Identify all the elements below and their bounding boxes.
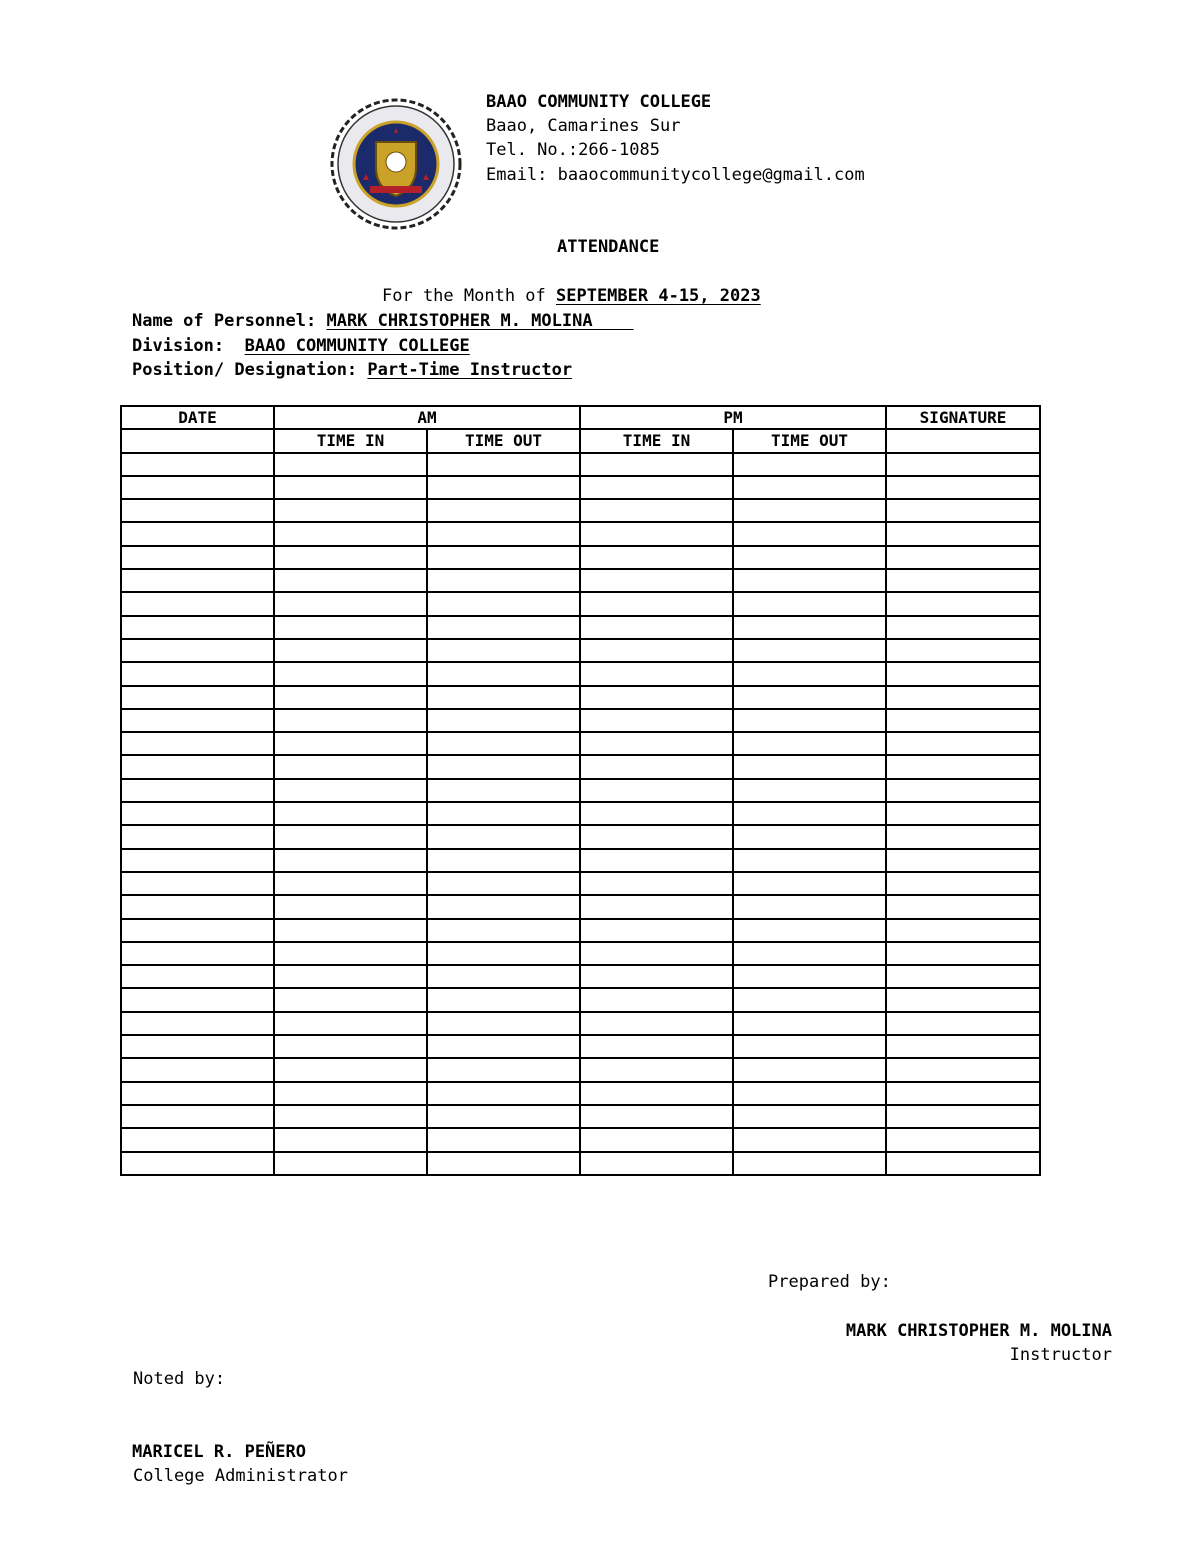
table-cell [121,1012,274,1035]
table-cell [580,1012,733,1035]
table-cell [427,709,580,732]
table-cell [121,1152,274,1175]
table-cell [274,849,427,872]
table-cell [580,1058,733,1081]
table-cell [427,755,580,778]
prepared-by-title: Instructor [1009,1345,1112,1365]
table-cell [886,732,1040,755]
table-cell [733,942,886,965]
table-row [121,965,1040,988]
table-cell [427,919,580,942]
table-cell [274,942,427,965]
table-cell [733,499,886,522]
table-row [121,592,1040,615]
table-row [121,1058,1040,1081]
table-cell [886,849,1040,872]
table-cell [886,1152,1040,1175]
table-row [121,849,1040,872]
table-cell [427,1082,580,1105]
table-cell [580,453,733,476]
table-cell [580,802,733,825]
table-cell [886,942,1040,965]
table-cell [274,1105,427,1128]
table-cell [580,732,733,755]
table-cell [274,779,427,802]
division-value: BAAO COMMUNITY COLLEGE [244,336,470,356]
table-row [121,569,1040,592]
table-cell [274,522,427,545]
table-cell [733,709,886,732]
table-cell [121,499,274,522]
subheader-pm-time-out: TIME OUT [733,429,886,452]
position-line [132,362,572,379]
table-cell [427,546,580,569]
table-cell [427,1058,580,1081]
table-cell [733,1152,886,1175]
table-cell [427,965,580,988]
table-row [121,919,1040,942]
table-cell [886,662,1040,685]
table-cell [886,1105,1040,1128]
table-cell [580,825,733,848]
table-cell [733,476,886,499]
table-cell [580,499,733,522]
table-row [121,1082,1040,1105]
table-cell [886,616,1040,639]
table-cell [733,988,886,1011]
table-cell [733,546,886,569]
table-cell [274,569,427,592]
table-cell [580,965,733,988]
table-cell [274,499,427,522]
table-cell [274,616,427,639]
table-cell [121,662,274,685]
table-cell [274,546,427,569]
table-cell [121,988,274,1011]
table-cell [274,709,427,732]
table-cell [886,779,1040,802]
table-row [121,988,1040,1011]
header-pm: PM [580,406,886,429]
table-cell [427,639,580,662]
table-cell [580,919,733,942]
personnel-name-value: MARK CHRISTOPHER M. MOLINA [326,311,634,331]
table-cell [427,616,580,639]
table-cell [274,453,427,476]
table-row [121,779,1040,802]
table-row [121,895,1040,918]
prepared-by-label: Prepared by: [768,1272,891,1292]
table-cell [580,942,733,965]
table-cell [427,825,580,848]
table-cell [886,872,1040,895]
table-cell [580,1152,733,1175]
division-label: Division: [132,336,245,356]
period-label: For the Month of [382,286,556,306]
institution-tel: Tel. No.:266-1085 [486,140,660,160]
table-cell [274,1035,427,1058]
table-cell [274,825,427,848]
table-cell [733,755,886,778]
table-cell [427,942,580,965]
table-cell [121,942,274,965]
table-cell [580,476,733,499]
table-cell [427,732,580,755]
table-row [121,755,1040,778]
table-cell [121,686,274,709]
table-cell [580,616,733,639]
table-cell [121,825,274,848]
table-cell [121,453,274,476]
table-cell [274,1012,427,1035]
table-cell [427,686,580,709]
table-cell [886,1058,1040,1081]
table-row [121,476,1040,499]
table-cell [427,895,580,918]
table-cell [427,592,580,615]
table-cell [733,779,886,802]
period-line [382,288,761,305]
table-cell [733,1035,886,1058]
prepared-by-name: MARK CHRISTOPHER M. MOLINA [845,1321,1112,1341]
table-cell [427,1035,580,1058]
table-cell [580,686,733,709]
table-row [121,1128,1040,1151]
table-cell [427,988,580,1011]
table-cell [121,1082,274,1105]
table-row [121,709,1040,732]
institution-email: Email: baaocommunitycollege@gmail.com [486,165,865,185]
table-cell [733,732,886,755]
table-cell [733,849,886,872]
table-cell [886,1012,1040,1035]
table-cell [580,1035,733,1058]
table-cell [733,802,886,825]
position-label: Position/ Designation: [132,360,368,380]
table-row [121,686,1040,709]
table-row [121,616,1040,639]
table-cell [121,919,274,942]
table-cell [886,965,1040,988]
college-seal-logo [326,98,466,230]
table-cell [121,802,274,825]
table-cell [580,872,733,895]
table-cell [886,569,1040,592]
table-cell [733,919,886,942]
table-cell [427,499,580,522]
table-cell [274,1082,427,1105]
table-cell [274,639,427,662]
noted-by-name: MARICEL R. PEÑERO [132,1442,306,1462]
table-cell [427,476,580,499]
table-row [121,546,1040,569]
table-cell [733,686,886,709]
table-cell [274,919,427,942]
table-row [121,639,1040,662]
table-cell [274,965,427,988]
table-cell [580,1105,733,1128]
table-cell [733,1128,886,1151]
institution-name: BAAO COMMUNITY COLLEGE [486,92,712,112]
table-cell [886,686,1040,709]
table-cell [733,895,886,918]
table-cell [733,1082,886,1105]
subheader-am-time-in: TIME IN [274,429,427,452]
table-body [121,453,1040,1175]
table-cell [121,709,274,732]
table-cell [121,1058,274,1081]
table-cell [121,1105,274,1128]
noted-by-title: College Administrator [133,1466,348,1486]
table-cell [274,872,427,895]
table-cell [121,476,274,499]
table-cell [580,1082,733,1105]
table-cell [733,662,886,685]
table-cell [427,1012,580,1035]
table-cell [121,1035,274,1058]
personnel-name-line [132,313,634,330]
table-row [121,453,1040,476]
table-cell [886,592,1040,615]
table-cell [121,872,274,895]
table-cell [886,546,1040,569]
table-subheader-row [121,429,1040,452]
table-cell [427,872,580,895]
table-cell [886,755,1040,778]
table-cell [886,825,1040,848]
table-cell [580,592,733,615]
table-cell [121,779,274,802]
table-cell [274,802,427,825]
table-cell [733,639,886,662]
table-cell [427,802,580,825]
table-cell [733,825,886,848]
table-row [121,1012,1040,1035]
division-line [132,338,470,355]
table-cell [427,1152,580,1175]
table-cell [886,1035,1040,1058]
table-cell [886,709,1040,732]
table-row [121,872,1040,895]
table-cell [274,592,427,615]
table-cell [427,849,580,872]
subheader-am-time-out: TIME OUT [427,429,580,452]
noted-by-label: Noted by: [133,1369,226,1389]
period-value: SEPTEMBER 4-15, 2023 [556,286,761,306]
table-cell [733,522,886,545]
table-cell [733,1058,886,1081]
header-date: DATE [121,406,274,429]
table-row [121,499,1040,522]
table-cell [733,872,886,895]
table-cell [733,1012,886,1035]
personnel-name-label: Name of Personnel: [132,311,327,331]
table-row [121,1152,1040,1175]
table-cell [121,732,274,755]
table-cell [886,476,1040,499]
subheader-empty [121,429,274,452]
table-cell [580,639,733,662]
table-cell [733,965,886,988]
table-cell [580,755,733,778]
header-signature: SIGNATURE [886,406,1040,429]
table-cell [274,988,427,1011]
table-cell [886,499,1040,522]
table-row [121,662,1040,685]
table-cell [121,616,274,639]
table-cell [274,662,427,685]
table-cell [733,453,886,476]
table-row [121,732,1040,755]
table-cell [121,895,274,918]
table-cell [580,569,733,592]
table-row [121,942,1040,965]
table-cell [274,732,427,755]
table-cell [733,592,886,615]
table-cell [886,522,1040,545]
table-cell [121,522,274,545]
table-cell [274,1128,427,1151]
table-row [121,825,1040,848]
table-cell [121,755,274,778]
table-cell [427,569,580,592]
table-cell [121,639,274,662]
table-cell [580,709,733,732]
table-cell [580,779,733,802]
table-cell [886,639,1040,662]
table-cell [580,1128,733,1151]
document-title: ATTENDANCE [557,237,660,257]
table-cell [274,1058,427,1081]
table-cell [580,849,733,872]
table-cell [733,569,886,592]
table-cell [733,1105,886,1128]
table-row [121,522,1040,545]
attendance-table [120,405,1041,1176]
table-cell [427,1128,580,1151]
table-header-row [121,406,1040,429]
header-am: AM [274,406,580,429]
table-cell [886,1128,1040,1151]
table-cell [274,895,427,918]
table-cell [274,686,427,709]
table-cell [580,895,733,918]
institution-address: Baao, Camarines Sur [486,116,681,136]
table-cell [886,802,1040,825]
table-cell [121,849,274,872]
table-cell [121,569,274,592]
table-cell [886,988,1040,1011]
table-cell [580,662,733,685]
table-cell [427,522,580,545]
table-cell [886,1082,1040,1105]
table-row [121,802,1040,825]
table-cell [886,919,1040,942]
table-cell [580,546,733,569]
table-cell [886,895,1040,918]
table-cell [580,988,733,1011]
table-cell [121,965,274,988]
table-cell [274,1152,427,1175]
table-cell [274,476,427,499]
table-cell [427,779,580,802]
table-cell [121,592,274,615]
table-cell [733,616,886,639]
table-cell [580,522,733,545]
table-cell [274,755,427,778]
table-cell [427,453,580,476]
subheader-pm-time-in: TIME IN [580,429,733,452]
table-cell [427,1105,580,1128]
table-cell [121,546,274,569]
table-row [121,1035,1040,1058]
table-cell [886,453,1040,476]
table-row [121,1105,1040,1128]
subheader-signature-empty [886,429,1040,452]
position-value: Part-Time Instructor [367,360,573,380]
table-cell [427,662,580,685]
table-cell [121,1128,274,1151]
